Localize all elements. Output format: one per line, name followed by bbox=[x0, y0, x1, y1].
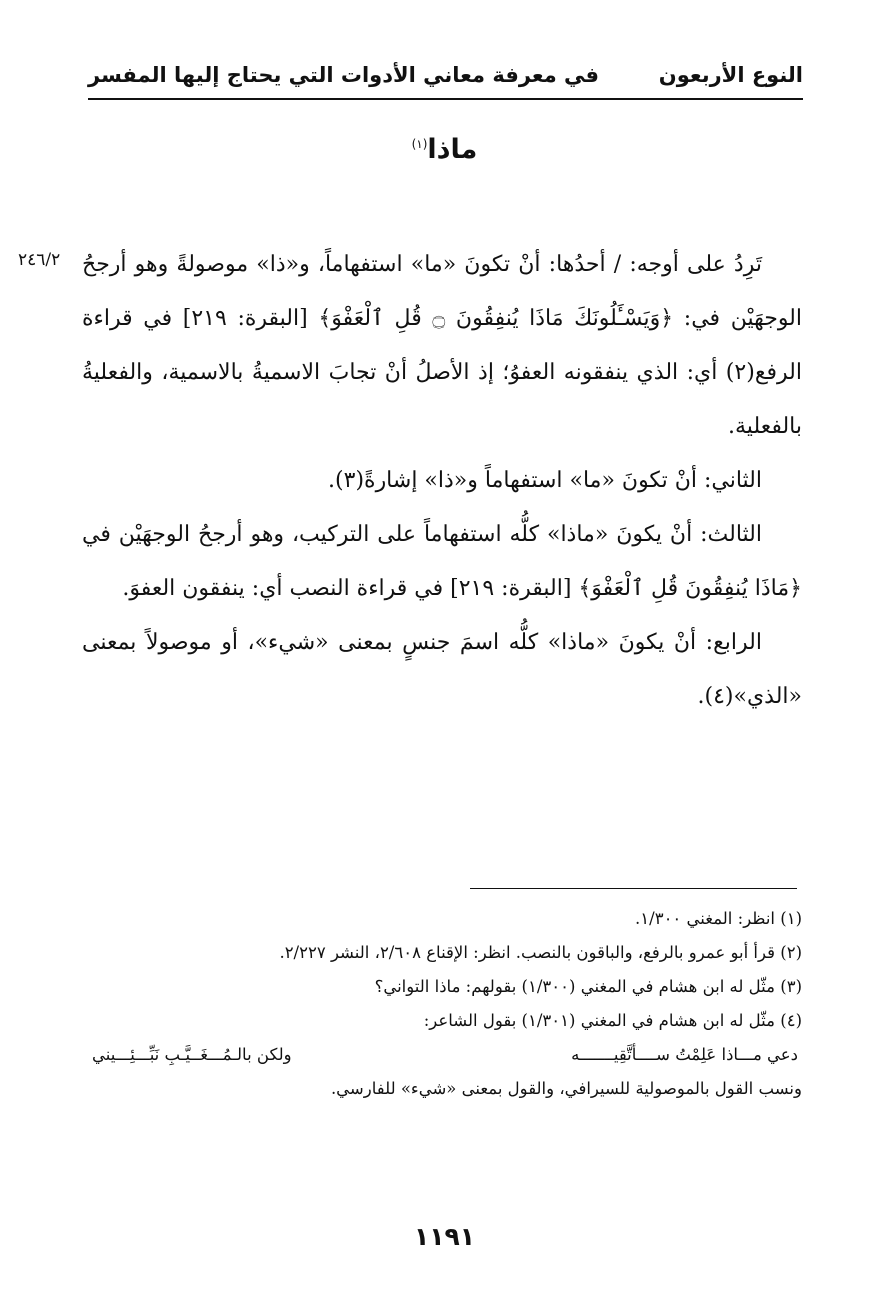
footnote-4: (٤) مثّل له ابن هشام في المغني (١/٣٠١) بقول الشاعر: bbox=[423, 1011, 802, 1030]
footnote-closing: ونسب القول بالموصولية للسيرافي، والقول بمعنى «شيء» للفارسي. bbox=[330, 1079, 802, 1098]
body-text bbox=[82, 238, 802, 724]
paragraph-second-meaning: الثاني: أنْ تكونَ «ما» استفهاماً و«ذا» إشارةً(٣). bbox=[328, 468, 762, 493]
poem-second-hemistich: ولكن بالـمُـــغَــيَّـبِ نَبِّـــئِـــيني bbox=[92, 1045, 292, 1064]
poem-verse bbox=[82, 1038, 802, 1072]
margin-reference: ٢٤٦/٢ bbox=[18, 250, 61, 270]
header-chapter: النوع الأربعون bbox=[658, 63, 803, 87]
section-title-text: ماذا bbox=[427, 134, 478, 165]
title-footnote-marker: (١) bbox=[411, 137, 428, 151]
paragraph-first-meaning: تَرِدُ على أوجه: / أحدُها: أنْ تكونَ «ما» استفهاماً، و«ذا» موصولةً وهو أرجحُ الوجهَيْن في: ﴿وَيَسْـَٔلُونَكَ مَاذَا يُنفِقُونَ ۝ قُلِ ٱلْعَفْوَ﴾ [البقرة: ٢١٩] في قراءة الرفع(٢) أي: الذي ينفقونه العفوُ؛ إذ الأصلُ أنْ تجابَ الاسميةُ بالاسمية، والفعليةُ بالفعلية. bbox=[82, 252, 803, 439]
footnote-2: (٢) قرأ أبو عمرو بالرفع، والباقون بالنصب. انظر: الإقناع ٢/٦٠٨، النشر ٢/٢٢٧. bbox=[279, 943, 802, 962]
footnote-3: (٣) مثّل له ابن هشام في المغني (١/٣٠٠) بقولهم: ماذا التواني؟ bbox=[374, 977, 802, 996]
header-rule bbox=[88, 98, 803, 100]
running-header bbox=[88, 58, 803, 92]
header-book-title: في معرفة معاني الأدوات التي يحتاج إليها المفسر bbox=[88, 63, 600, 87]
page-number: ١١٩١ bbox=[413, 1222, 476, 1251]
footnote-separator bbox=[470, 888, 797, 889]
paragraph-third-meaning: الثالث: أنْ يكونَ «ماذا» كلُّه استفهاماً على التركيب، وهو أرجحُ الوجهَيْن في ﴿مَاذَا يُنفِقُونَ قُلِ ٱلْعَفْوَ﴾ [البقرة: ٢١٩] في قراءة النصب أي: ينفقون العفوَ. bbox=[82, 522, 802, 601]
poem-first-hemistich: دعي مـــاذا عَلِمْتُ ســــأتَّقِيـــــــه bbox=[571, 1045, 798, 1064]
footnotes bbox=[82, 902, 802, 1106]
footnote-1: (١) انظر: المغني ١/٣٠٠. bbox=[635, 909, 802, 928]
section-title bbox=[0, 134, 889, 165]
paragraph-fourth-meaning: الرابع: أنْ يكونَ «ماذا» كلُّه اسمَ جنسٍ بمعنى «شيء»، أو موصولاً بمعنى «الذي»(٤). bbox=[82, 630, 802, 709]
